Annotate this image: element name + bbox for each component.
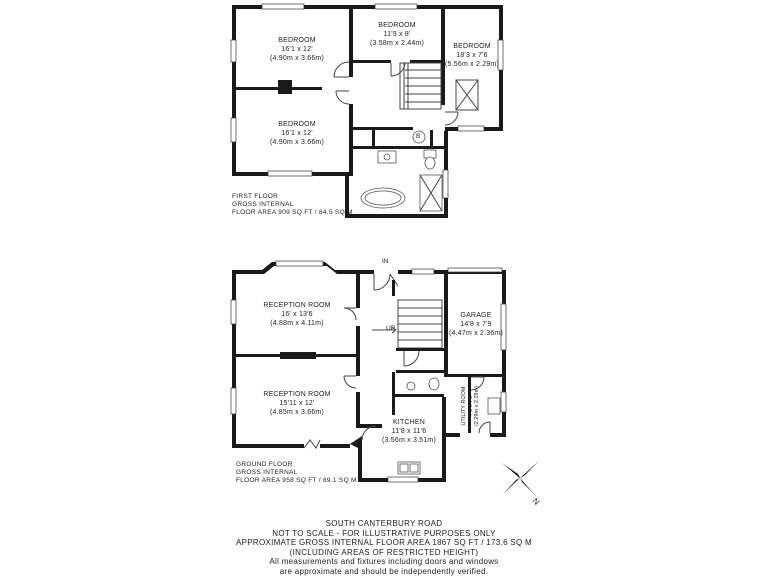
measurement-disclaimer-1: All measurements and fixtures including doors and windows [269, 557, 499, 567]
ground-floor-area: FLOOR AREA 958 SQ FT / 89.1 SQ M [236, 477, 357, 484]
room-metric: (4.47m x 2.36m) [449, 330, 503, 337]
property-name: SOUTH CANTERBURY ROAD [325, 519, 443, 528]
bedroom-2-label [362, 21, 432, 48]
first-floor-title: FIRST FLOOR [232, 193, 279, 200]
bedroom-3-label [437, 42, 507, 69]
room-name: BEDROOM [278, 121, 316, 128]
room-imperial: 16'1 x 12' [281, 130, 313, 137]
ground-floor-note [236, 461, 357, 485]
reception-room-2-label [257, 390, 337, 417]
room-imperial: 11'8 x 11'6 [391, 428, 427, 435]
north-label: N [530, 496, 542, 507]
room-metric: (4.88m x 4.11m) [270, 320, 324, 327]
first-floor-subtitle: GROSS INTERNAL [232, 201, 294, 208]
garage-label [445, 311, 507, 338]
room-imperial: 7'6 x 7'6 [467, 395, 474, 417]
room-name: BEDROOM [378, 22, 416, 29]
room-imperial: 15'11 x 12' [279, 400, 315, 407]
room-metric: (4.90m x 3.66m) [270, 55, 324, 62]
utility-room-label [461, 376, 481, 436]
room-name: RECEPTION ROOM [263, 391, 331, 398]
room-imperial: 16'1 x 12' [281, 46, 313, 53]
room-metric: (3.56m x 3.51m) [382, 437, 436, 444]
reception-room-1-label [257, 301, 337, 328]
room-name: KITCHEN [392, 419, 426, 426]
room-imperial: 18'3 x 7'6 [456, 52, 488, 59]
entrance-label: IN [382, 258, 389, 265]
room-name: UTILITY ROOM [461, 386, 467, 426]
stairs-up-label: UP [386, 325, 396, 332]
room-name: BEDROOM [278, 37, 316, 44]
scale-disclaimer: NOT TO SCALE - FOR ILLUSTRATIVE PURPOSES ONLY [272, 528, 496, 538]
room-metric: (4.85m x 3.66m) [270, 409, 324, 416]
bedroom-4-label [262, 120, 332, 147]
room-name: BEDROOM [453, 43, 491, 50]
cupboard-mark: B [416, 133, 421, 140]
first-floor-area: FLOOR AREA 909 SQ FT / 84.5 SQ M [232, 209, 353, 216]
footer-notes [0, 519, 768, 577]
ground-floor-subtitle: GROSS INTERNAL [236, 469, 298, 476]
room-name: RECEPTION ROOM [263, 302, 331, 309]
ground-floor-plan [231, 261, 506, 482]
room-imperial: 16' x 13'6 [281, 311, 313, 318]
bedroom-1-label [262, 36, 332, 63]
room-metric: (4.90m x 3.66m) [270, 139, 324, 146]
room-imperial: 11'9 x 8' [383, 31, 411, 38]
room-metric: (3.58m x 2.44m) [370, 40, 424, 47]
ground-floor-title: GROUND FLOOR [236, 461, 293, 468]
restricted-height-note: (INCLUDING AREAS OF RESTRICTED HEIGHT) [289, 547, 479, 557]
measurement-disclaimer-2: are approximate and should be independently verified. [279, 566, 489, 576]
room-name: GARAGE [460, 312, 492, 319]
room-metric: (5.56m x 2.29m) [445, 61, 499, 68]
kitchen-label [374, 418, 444, 445]
room-imperial: 14'8 x 7'9 [460, 321, 492, 328]
first-floor-note [232, 193, 353, 217]
compass-rose [502, 460, 540, 496]
total-area: APPROXIMATE GROSS INTERNAL FLOOR AREA 1867 SQ FT / 173.6 SQ M [235, 538, 532, 548]
room-metric: (2.29m x 2.29m) [474, 385, 480, 427]
